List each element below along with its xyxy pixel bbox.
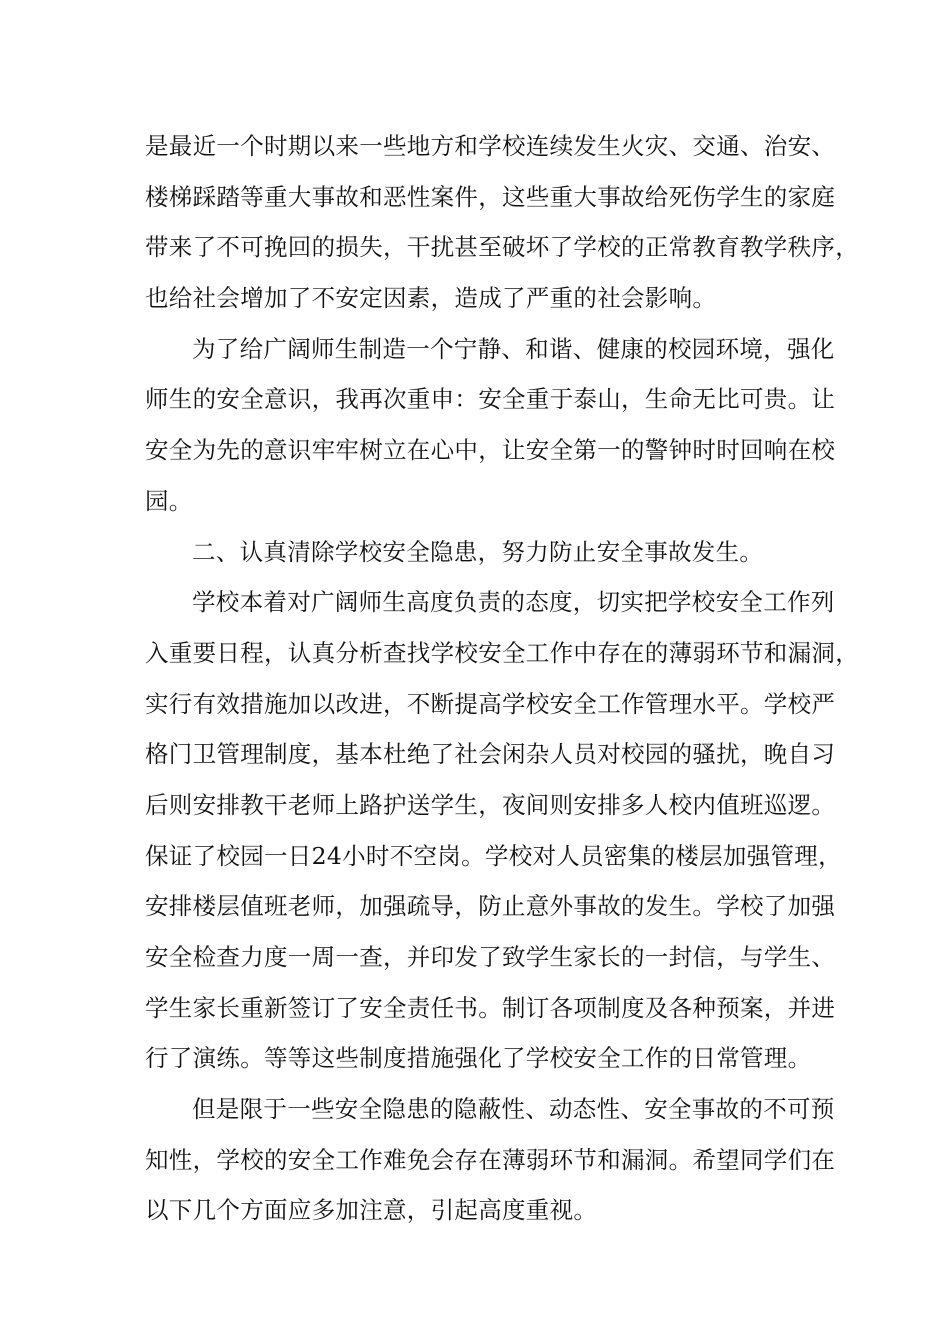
text-line: 师生的安全意识，我再次重申：安全重于泰山，生命无比可贵。让 — [145, 385, 836, 414]
body-text — [145, 121, 859, 1236]
text-line: 楼梯踩踏等重大事故和恶性案件，这些重大事故给死伤学生的家庭 — [145, 182, 836, 211]
text-line: 后则安排教干老师上路护送学生，夜间则安排多人校内值班巡逻。 — [145, 790, 836, 819]
section-heading: 二、认真清除学校安全隐患，努力防止安全事故发生。 — [192, 537, 764, 566]
text-line: 保证了校园一日24小时不空岗。学校对人员密集的楼层加强管理， — [145, 841, 842, 870]
text-line: 安排楼层值班老师，加强疏导，防止意外事故的发生。学校了加强 — [145, 892, 836, 921]
paragraph-first-line: 为了给广阔师生制造一个宁静、和谐、健康的校园环境，强化 — [192, 334, 835, 363]
text-line: 安全为先的意识牢牢树立在心中，让安全第一的警钟时时回响在校 — [145, 436, 836, 465]
text-line: 格门卫管理制度，基本杜绝了社会闲杂人员对校园的骚扰，晚自习 — [145, 740, 836, 769]
text-line: 实行有效措施加以改进，不断提高学校安全工作管理水平。学校严 — [145, 689, 836, 718]
text-line: 园。 — [145, 486, 193, 515]
text-line: 是最近一个时期以来一些地方和学校连续发生火灾、交通、治安、 — [145, 132, 836, 160]
text-line: 安全检查力度一周一查，并印发了致学生家长的一封信，与学生、 — [145, 943, 836, 971]
text-line: 带来了不可挽回的损失，干扰甚至破坏了学校的正常教育教学秩序， — [145, 233, 859, 262]
text-line: 知性，学校的安全工作难免会存在薄弱环节和漏洞。希望同学们在 — [145, 1145, 836, 1174]
paragraph-first-line: 但是限于一些安全隐患的隐蔽性、动态性、安全事故的不可预 — [192, 1095, 835, 1124]
text-line: 也给社会增加了不安定因素，造成了严重的社会影响。 — [145, 284, 717, 313]
text-line: 学生家长重新签订了安全责任书。制订各项制度及各种预案，并进 — [145, 993, 836, 1022]
text-line: 行了演练。等等这些制度措施强化了学校安全工作的日常管理。 — [145, 1044, 812, 1073]
text-line: 入重要日程，认真分析查找学校安全工作中存在的薄弱环节和漏洞， — [145, 638, 859, 667]
text-line: 以下几个方面应多加注意，引起高度重视。 — [145, 1196, 598, 1225]
paragraph-first-line: 学校本着对广阔师生高度负责的态度，切实把学校安全工作列 — [192, 588, 835, 617]
